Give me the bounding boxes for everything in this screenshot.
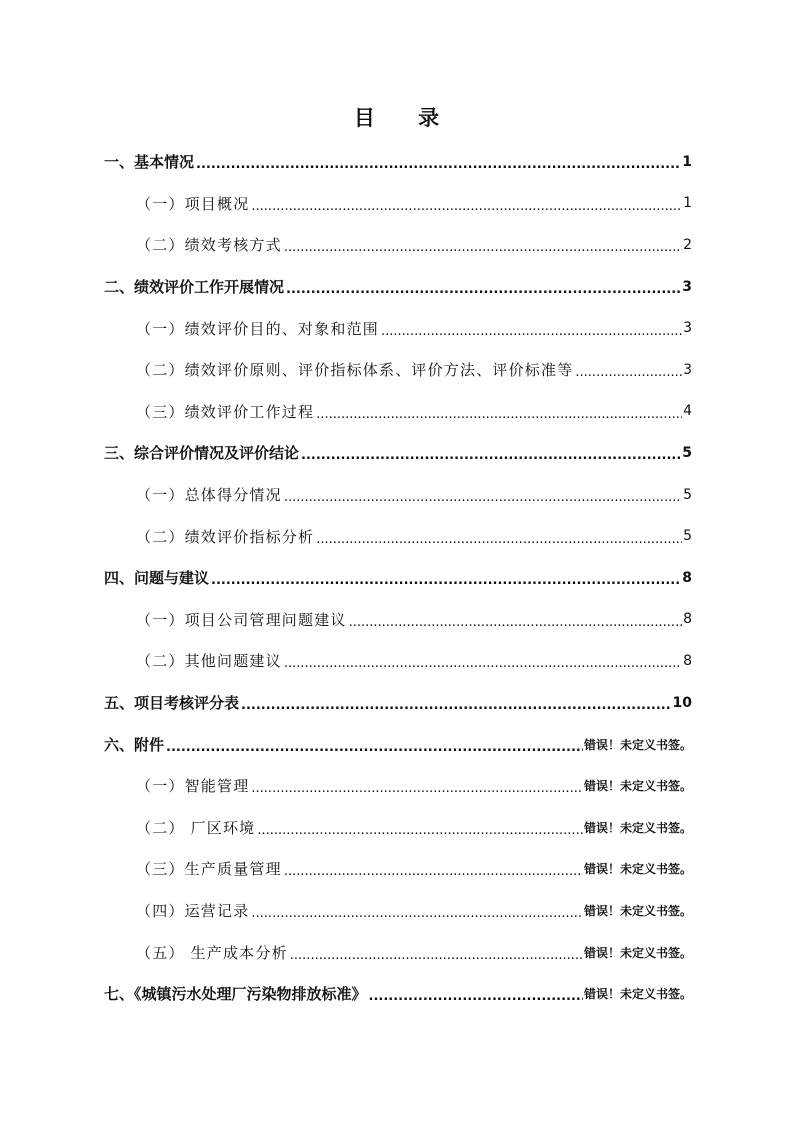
toc-entry-label: 二、绩效评价工作开展情况 xyxy=(104,278,285,297)
toc-entry-label: （一）项目公司管理问题建议 xyxy=(136,610,347,629)
toc-entry-label: （一）绩效评价目的、对象和范围 xyxy=(136,319,380,338)
dot-leader xyxy=(196,158,681,171)
dot-leader xyxy=(316,533,682,546)
toc-entry-page: 错误！未定义书签。 xyxy=(583,820,692,835)
toc-entry-page: 3 xyxy=(682,278,692,295)
toc-entry-label: （一）智能管理 xyxy=(136,777,250,796)
toc-entry-page: 1 xyxy=(682,153,692,170)
dot-leader xyxy=(301,449,681,462)
toc-entry-label: 四、问题与建议 xyxy=(104,569,210,588)
toc-entry-page: 4 xyxy=(683,403,692,420)
toc-entry-page: 2 xyxy=(683,236,692,253)
toc-entry-label: （二）绩效评价指标分析 xyxy=(136,527,315,546)
toc-entry[interactable] xyxy=(104,183,692,225)
toc-entry-page: 8 xyxy=(682,569,692,586)
table-of-contents xyxy=(104,141,692,1014)
toc-entry-page: 5 xyxy=(683,486,692,503)
toc-entry[interactable] xyxy=(104,515,692,557)
dot-leader xyxy=(251,200,682,213)
toc-entry-page: 3 xyxy=(683,320,692,337)
toc-entry[interactable] xyxy=(104,307,692,349)
dot-leader xyxy=(257,824,583,837)
toc-entry-page: 错误！未定义书签。 xyxy=(583,779,692,794)
dot-leader xyxy=(284,657,682,670)
toc-entry[interactable] xyxy=(104,599,692,641)
toc-entry-label: （二）其他问题建议 xyxy=(136,652,282,671)
toc-entry-label: 六、附件 xyxy=(104,735,165,754)
toc-entry-label: 五、项目考核评分表 xyxy=(104,694,240,713)
toc-entry-label: （三）绩效评价工作过程 xyxy=(136,402,315,421)
toc-entry[interactable] xyxy=(104,640,692,682)
dot-leader xyxy=(286,283,681,296)
toc-entry-label: （二） 厂区环境 xyxy=(136,818,256,837)
dot-leader xyxy=(251,782,583,795)
toc-entry[interactable] xyxy=(104,807,692,849)
dot-leader xyxy=(284,865,583,878)
dot-leader xyxy=(241,699,672,712)
toc-title: 目 录 xyxy=(353,106,458,130)
toc-entry[interactable] xyxy=(104,432,692,474)
toc-entry-label: 三、综合评价情况及评价结论 xyxy=(104,444,300,463)
toc-entry-page: 1 xyxy=(683,195,692,212)
toc-entry[interactable] xyxy=(104,224,692,266)
toc-entry-label: （三）生产质量管理 xyxy=(136,860,282,879)
dot-leader xyxy=(284,241,682,254)
toc-entry-page: 错误！未定义书签。 xyxy=(583,945,692,960)
toc-entry-page: 3 xyxy=(683,361,692,378)
toc-entry-page: 错误！未定义书签。 xyxy=(583,737,692,752)
dot-leader xyxy=(349,616,682,629)
toc-entry-page: 错误！未定义书签。 xyxy=(583,862,692,877)
toc-entry[interactable] xyxy=(104,931,692,973)
toc-entry[interactable] xyxy=(104,765,692,807)
toc-entry[interactable] xyxy=(104,349,692,391)
toc-entry[interactable] xyxy=(104,682,692,724)
toc-entry-page: 8 xyxy=(683,611,692,628)
toc-entry-page: 10 xyxy=(672,694,692,711)
dot-leader xyxy=(381,325,682,338)
toc-entry-label: （二）绩效考核方式 xyxy=(136,236,282,255)
toc-entry[interactable] xyxy=(104,557,692,599)
dot-leader xyxy=(369,990,583,1003)
dot-leader xyxy=(211,574,681,587)
toc-entry[interactable] xyxy=(104,973,692,1015)
toc-entry-label: （四）运营记录 xyxy=(136,901,250,920)
toc-entry-page: 5 xyxy=(683,528,692,545)
toc-entry-label: （一）总体得分情况 xyxy=(136,486,282,505)
toc-entry-page: 5 xyxy=(682,444,692,461)
dot-leader xyxy=(284,491,682,504)
toc-entry-page: 错误！未定义书签。 xyxy=(583,903,692,918)
toc-entry[interactable] xyxy=(104,266,692,308)
toc-entry-label: （五） 生产成本分析 xyxy=(136,943,288,962)
toc-entry-page: 错误！未定义书签。 xyxy=(583,987,692,1002)
toc-entry[interactable] xyxy=(104,474,692,516)
dot-leader xyxy=(316,408,682,421)
toc-entry-label: （二）绩效评价原则、评价指标体系、评价方法、评价标准等 xyxy=(136,361,574,380)
dot-leader xyxy=(166,741,583,754)
toc-entry-label: （一）项目概况 xyxy=(136,194,250,213)
toc-entry-label: 七、《城镇污水处理厂污染物排放标准》 xyxy=(104,985,367,1004)
toc-entry-page: 8 xyxy=(683,652,692,669)
toc-entry[interactable] xyxy=(104,723,692,765)
dot-leader xyxy=(251,907,583,920)
toc-entry[interactable] xyxy=(104,890,692,932)
toc-entry-label: 一、基本情况 xyxy=(104,153,195,172)
dot-leader xyxy=(290,949,583,962)
toc-entry[interactable] xyxy=(104,848,692,890)
toc-entry[interactable] xyxy=(104,141,692,183)
dot-leader xyxy=(575,366,682,379)
toc-entry[interactable] xyxy=(104,391,692,433)
